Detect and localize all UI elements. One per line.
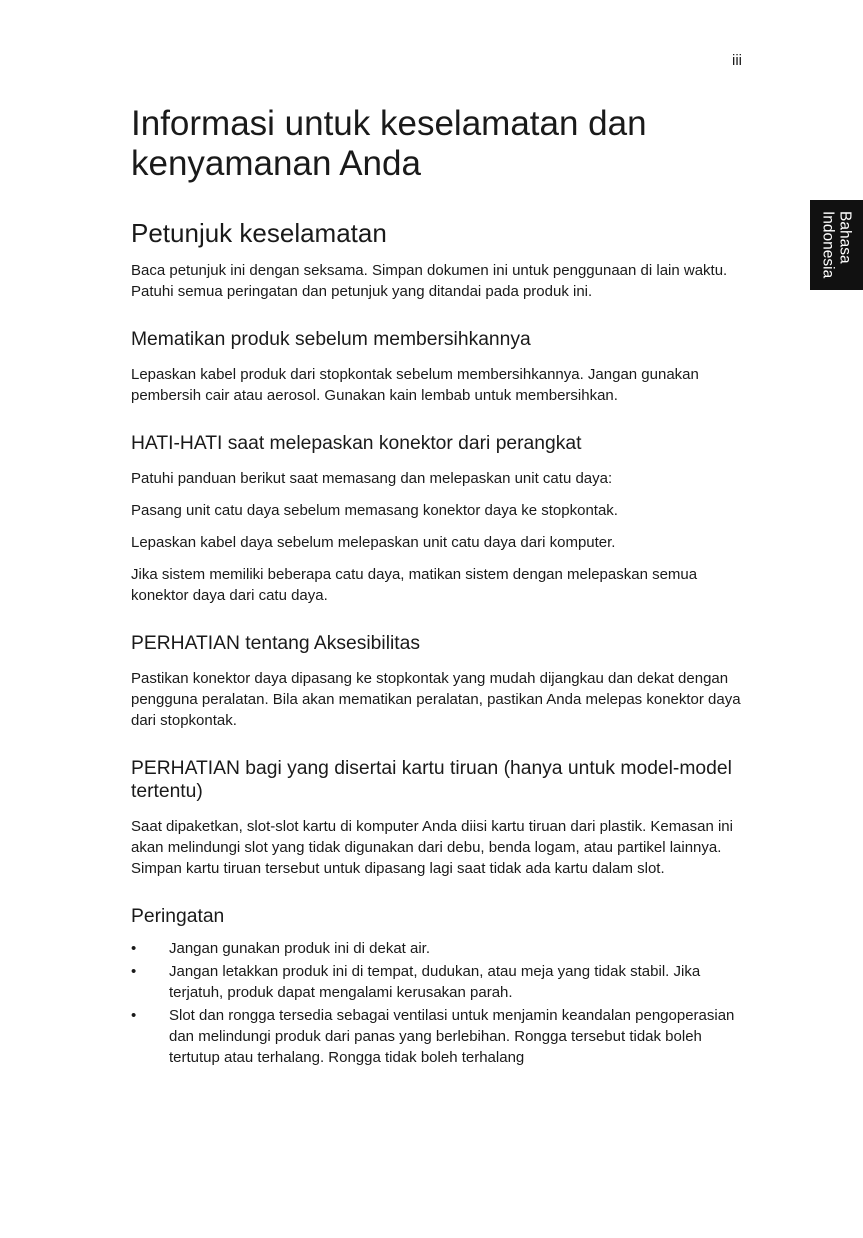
list-item bbox=[131, 1005, 751, 1068]
paragraph: Pastikan konektor daya dipasang ke stopkontak yang mudah dijangkau dan dekat dengan pengguna peralatan. Bila akan mematikan peralatan, pastikan Anda melepas konektor daya dari stopkontak. bbox=[131, 670, 741, 729]
page-title: Informasi untuk keselamatan dan kenyamanan Anda bbox=[131, 104, 647, 183]
paragraph: Jika sistem memiliki beberapa catu daya, matikan sistem dengan melepaskan semua konektor daya dari catu daya. bbox=[131, 566, 698, 604]
bullet: • bbox=[131, 1007, 137, 1024]
document-body bbox=[131, 104, 751, 1070]
paragraph: Lepaskan kabel produk dari stopkontak sebelum membersihkannya. Jangan gunakan pembersih cair atau aerosol. Gunakan kain lembab untuk membersihkan. bbox=[131, 366, 699, 404]
bullet: • bbox=[131, 963, 137, 980]
section-heading-safety: Petunjuk keselamatan bbox=[131, 218, 387, 248]
section-heading-accessibility: PERHATIAN tentang Aksesibilitas bbox=[131, 633, 420, 654]
warning-list bbox=[131, 938, 751, 1068]
list-item bbox=[131, 961, 751, 1003]
paragraph: Saat dipaketkan, slot-slot kartu di komputer Anda diisi kartu tiruan dari plastik. Kemasan ini akan melindungi slot yang tidak digunakan dari debu, benda logam, atau partikel lainnya. Simpan kartu tiruan tersebut untuk dipasang lagi saat tidak ada kartu dalam slot. bbox=[131, 818, 733, 877]
bullet: • bbox=[131, 940, 137, 957]
section-heading-cleaning: Mematikan produk sebelum membersihkannya bbox=[131, 329, 531, 350]
section-heading-warnings: Peringatan bbox=[131, 906, 225, 927]
section-heading-connector-caution: HATI-HATI saat melepaskan konektor dari perangkat bbox=[131, 433, 582, 454]
paragraph: Lepaskan kabel daya sebelum melepaskan unit catu daya dari komputer. bbox=[131, 534, 616, 551]
language-tab bbox=[810, 200, 863, 290]
list-item-text: Slot dan rongga tersedia sebagai ventilasi untuk menjamin keandalan pengoperasian dan melindungi produk dari panas yang berlebihan. Rongga tersebut tidak boleh tertutup atau terhalang. Rongga tidak boleh terhalang bbox=[169, 1007, 735, 1066]
list-item-text: Jangan letakkan produk ini di tempat, dudukan, atau meja yang tidak stabil. Jika terjatuh, produk dapat mengalami kerusakan parah. bbox=[169, 963, 701, 1001]
paragraph: Patuhi panduan berikut saat memasang dan melepaskan unit catu daya: bbox=[131, 470, 613, 487]
list-item-text: Jangan gunakan produk ini di dekat air. bbox=[169, 940, 431, 957]
paragraph: Baca petunjuk ini dengan seksama. Simpan dokumen ini untuk penggunaan di lain waktu. Patuhi semua peringatan dan petunjuk yang ditandai pada produk ini. bbox=[131, 262, 728, 300]
section-heading-dummy-cards: PERHATIAN bagi yang disertai kartu tiruan (hanya untuk model-model tertentu) bbox=[131, 758, 732, 802]
language-tab-label: Bahasa Indonesia bbox=[819, 211, 854, 279]
page-number: iii bbox=[732, 52, 742, 69]
paragraph: Pasang unit catu daya sebelum memasang konektor daya ke stopkontak. bbox=[131, 502, 618, 519]
list-item bbox=[131, 938, 751, 959]
